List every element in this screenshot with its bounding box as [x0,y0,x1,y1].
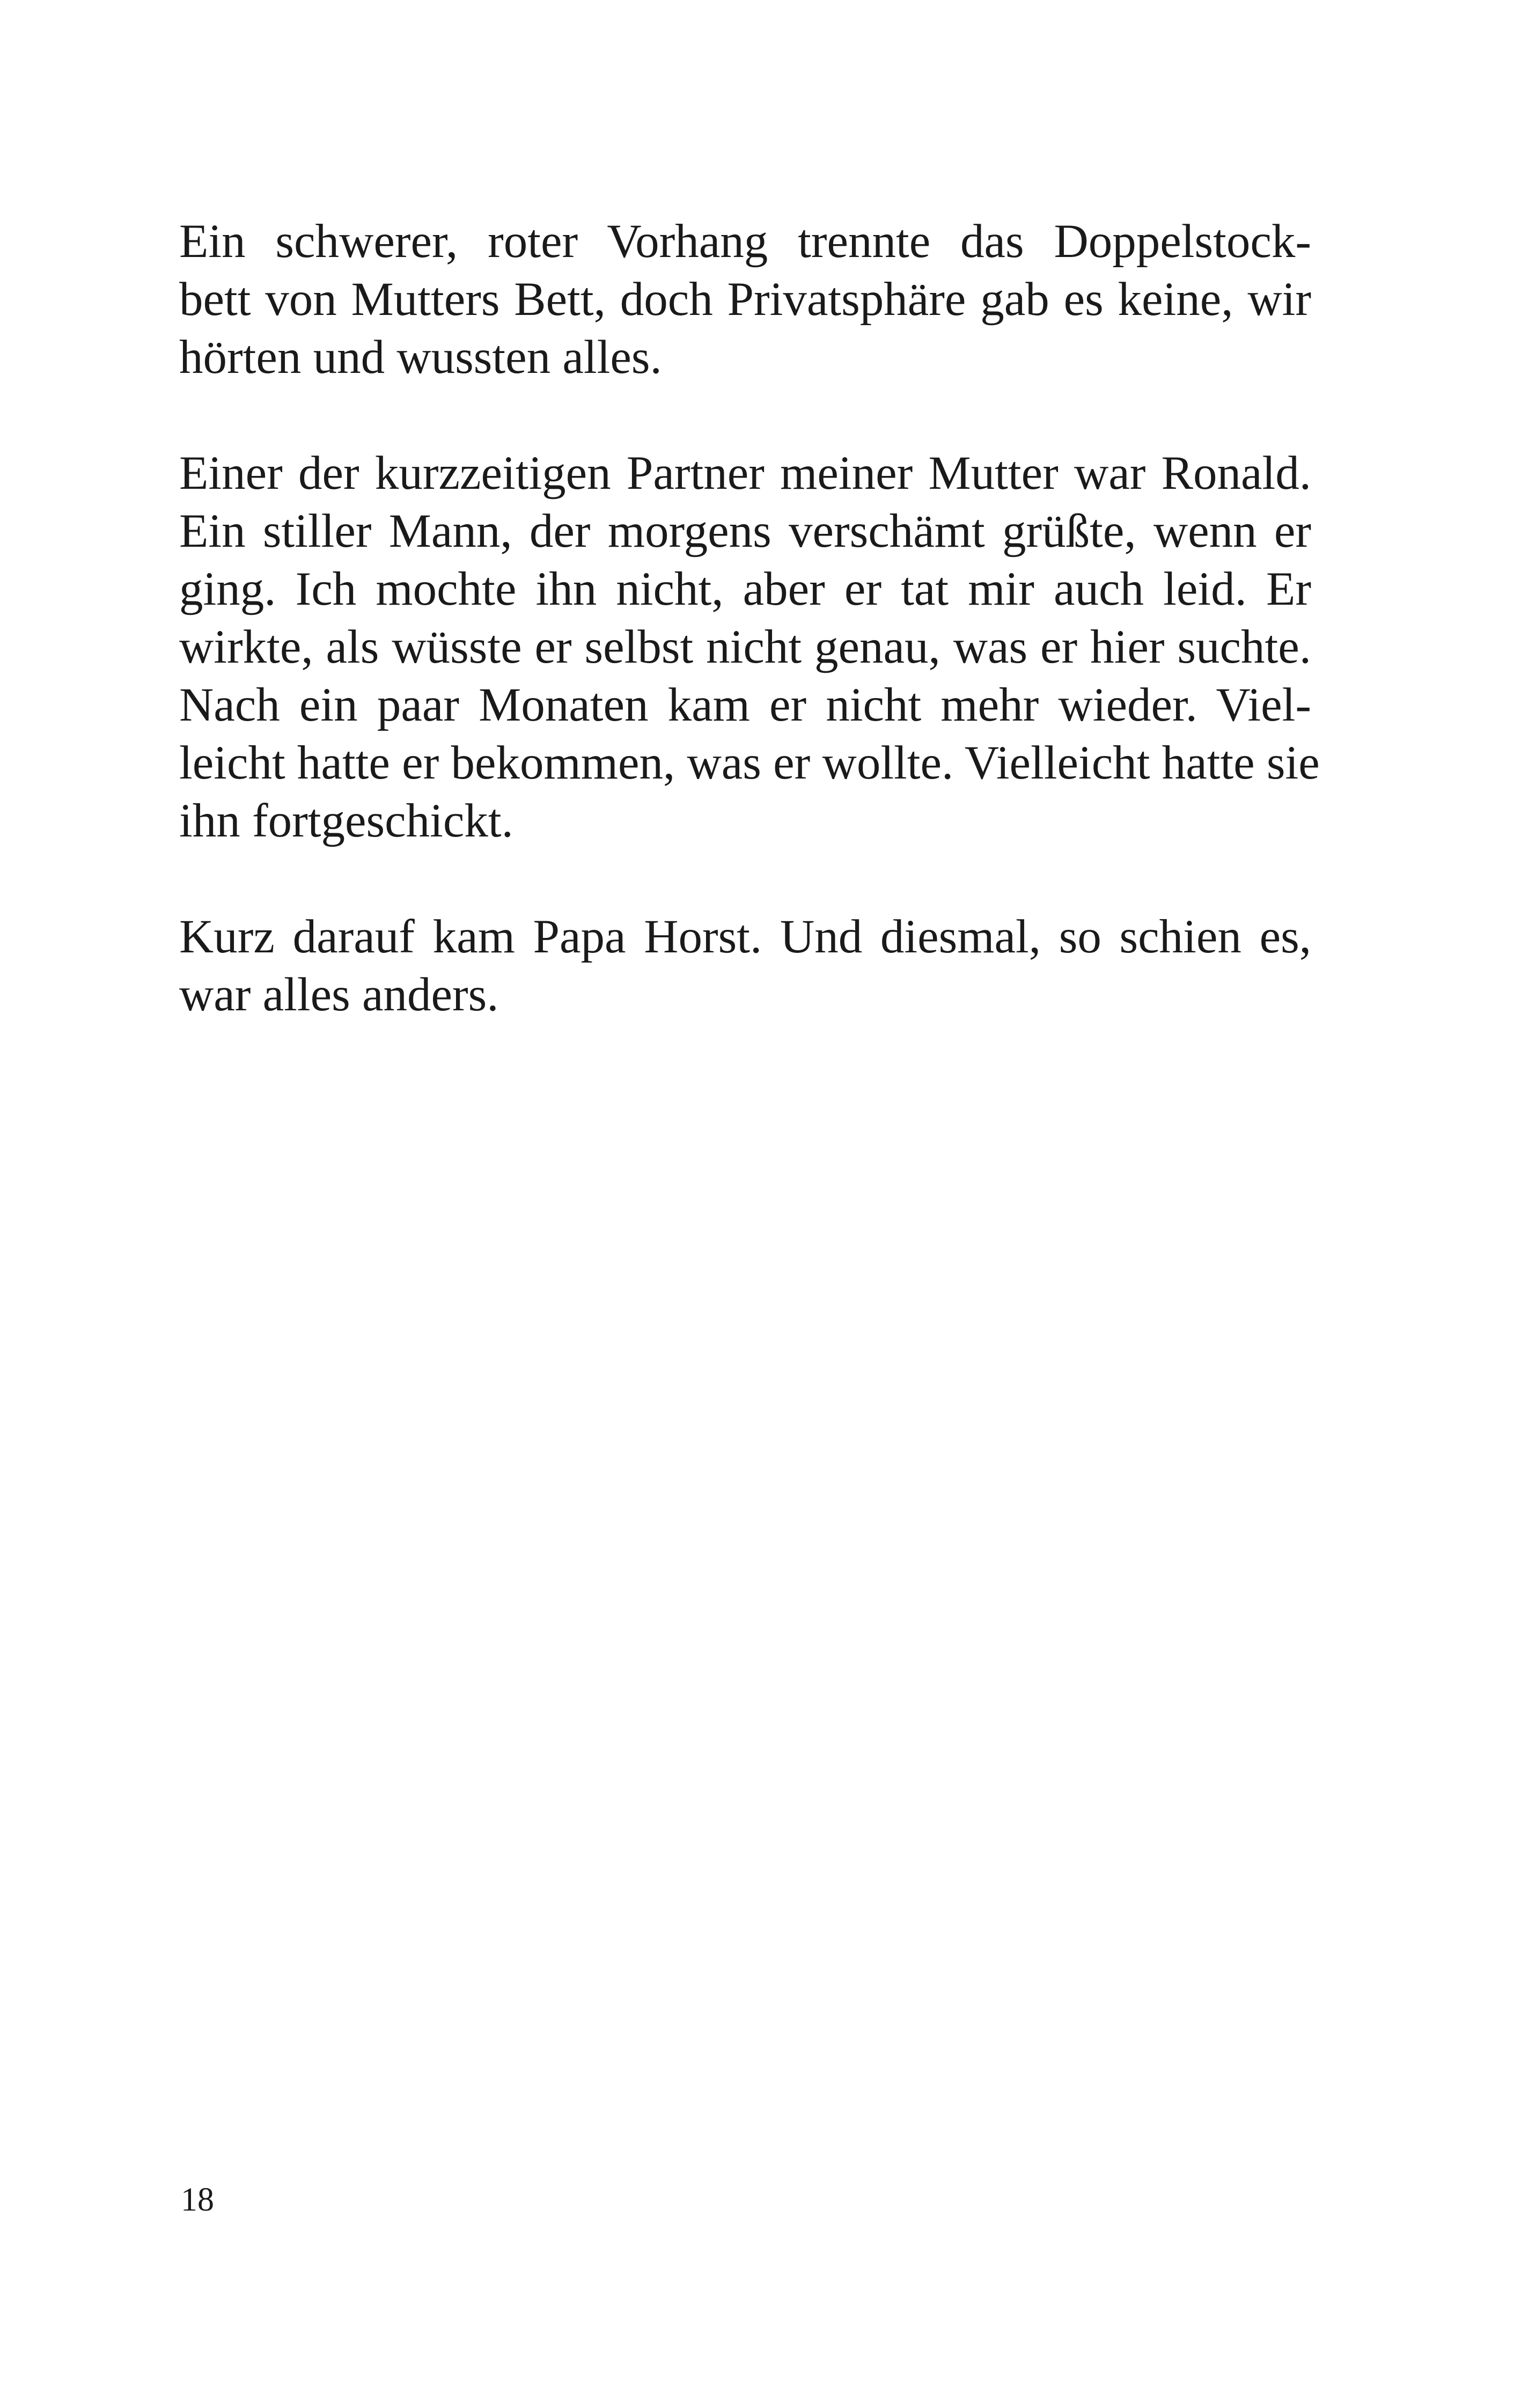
text-line: leicht hatte er bekommen, was er wollte. Vielleicht hatte sie [179,737,1320,789]
text-line: war alles anders. [179,968,499,1021]
paragraph-1 [179,212,1311,386]
paragraph-gap [179,850,1311,908]
text-line: ging. Ich mochte ihn nicht, aber er tat mir auch leid. Er [179,563,1311,615]
text-line: bett von Mutters Bett, doch Privatsphäre gab es keine, wir [179,273,1311,326]
text-line: hörten und wussten alles. [179,331,662,384]
text-line: wirkte, als wüsste er selbst nicht genau, was er hier suchte. [179,621,1311,673]
text-line: Ein stiller Mann, der morgens verschämt grüßte, wenn er [179,505,1311,557]
body-text [179,212,1320,1024]
page-number: 18 [181,2182,214,2218]
paragraph-3 [179,908,1311,1024]
text-line: ihn fortgeschickt. [179,795,513,847]
paragraph-gap [179,386,1311,444]
paragraph-2 [179,444,1320,850]
text-line: Einer der kurzzeitigen Partner meiner Mutter war Ronald. [179,447,1311,500]
text-line: Nach ein paar Monaten kam er nicht mehr wieder. Viel- [179,679,1311,731]
text-line: Ein schwerer, roter Vorhang trennte das Doppelstock- [179,215,1311,268]
text-line: Kurz darauf kam Papa Horst. Und diesmal, so schien es, [179,911,1311,963]
